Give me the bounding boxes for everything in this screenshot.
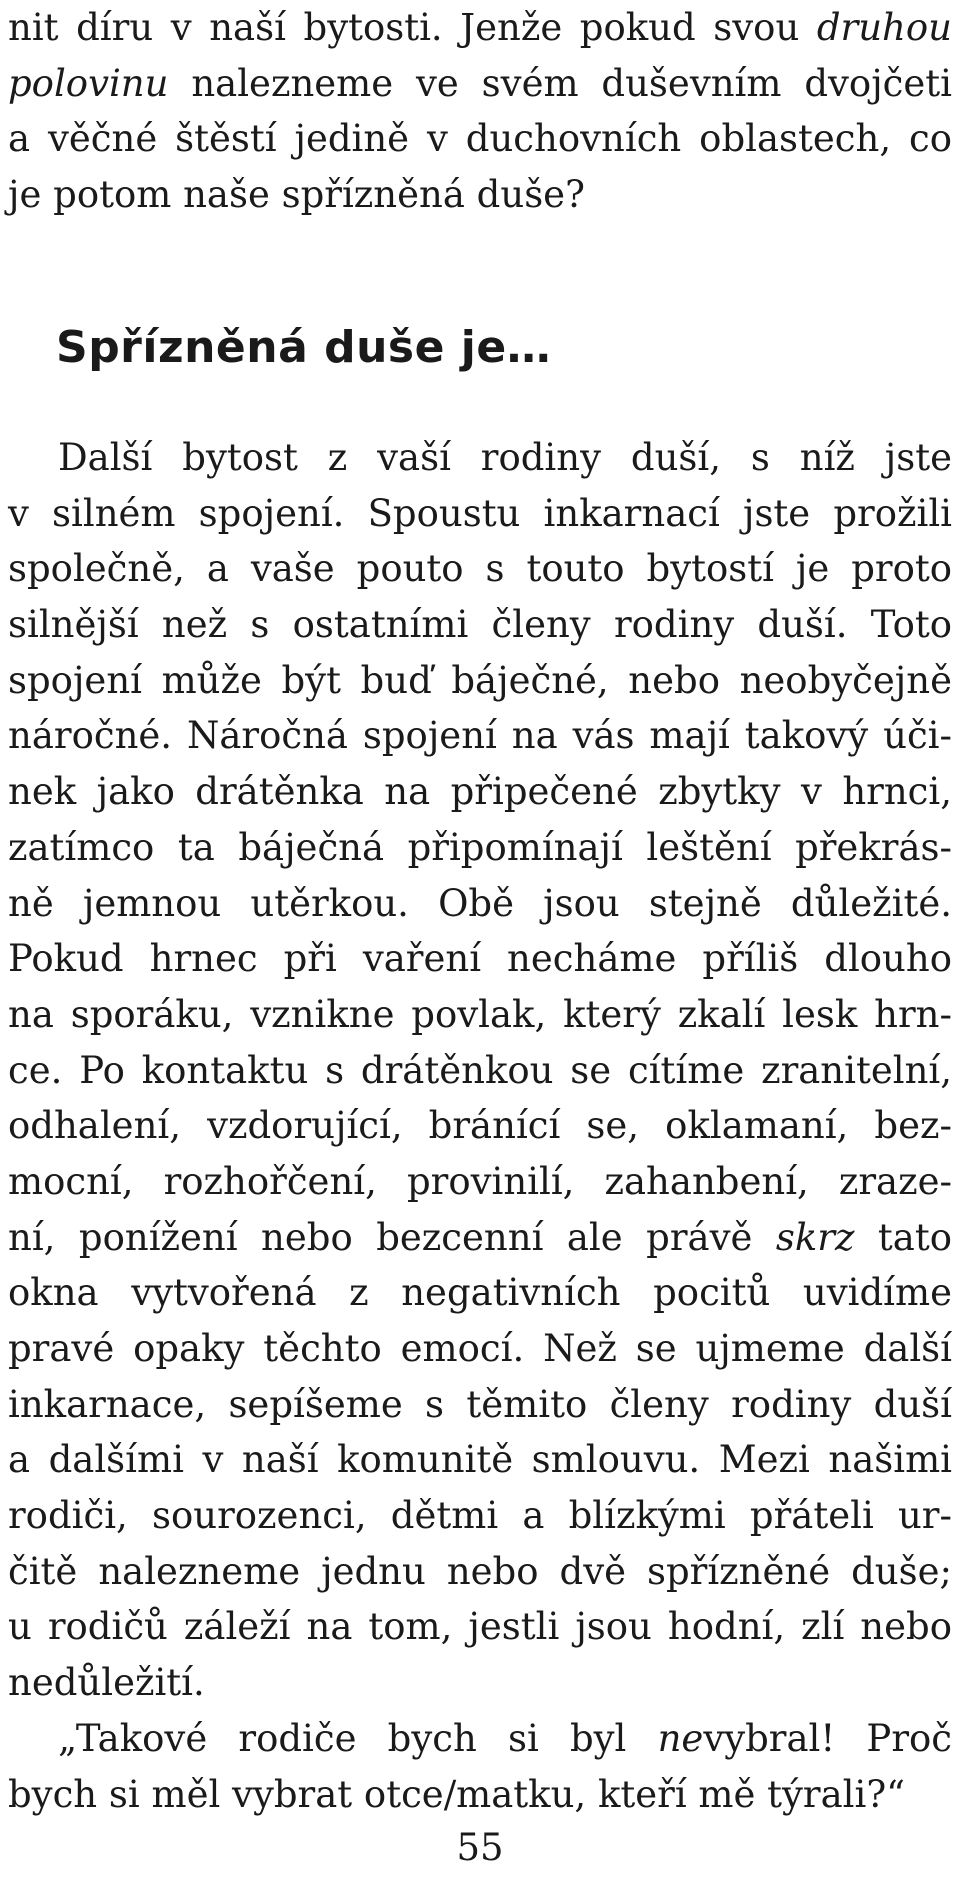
text-run: je potom naše spřízněná duše? <box>8 173 585 217</box>
text-run: rodiči, sourozenci, dětmi a blízkými přáteli ur- <box>8 1494 952 1538</box>
text-run: společně, a vaše pouto s touto bytostí je proto <box>8 547 952 591</box>
italic-text: polovinu <box>8 61 169 105</box>
text-run: nek jako drátěnka na připečené zbytky v hrnci, <box>8 770 952 814</box>
italic-text: ne <box>657 1716 704 1760</box>
text-line <box>8 931 952 987</box>
text-line <box>8 1265 952 1321</box>
text-line <box>8 987 952 1043</box>
text-line <box>8 708 952 764</box>
text-run: vybral! Proč <box>703 1716 953 1760</box>
text-run: pravé opaky těchto emocí. Než se ujmeme další <box>8 1327 952 1370</box>
text-run: ce. Po kontaktu s drátěnkou se cítíme zranitelní, <box>8 1048 952 1092</box>
text-line <box>8 876 952 932</box>
text-line <box>8 820 952 876</box>
text-run: ně jemnou utěrkou. Obě jsou stejně důležité. <box>8 881 952 925</box>
text-line <box>8 1321 952 1377</box>
text-run: a dalšími v naší komunitě smlouvu. Mezi našimi <box>8 1438 952 1482</box>
text-run: okna vytvořená z negativních pocitů uvidíme <box>8 1271 952 1315</box>
text-line <box>8 1432 952 1488</box>
text-run: mocní, rozhořčení, provinilí, zahanbení, zraze- <box>8 1159 952 1203</box>
text-run: inkarnace, sepíšeme s těmito členy rodiny duší <box>8 1382 952 1426</box>
text-line <box>8 653 952 709</box>
text-run: silnější než s ostatními členy rodiny duší. Toto <box>8 603 952 647</box>
text-line <box>8 1711 952 1767</box>
italic-text: druhou <box>816 6 952 49</box>
page-number: 55 <box>456 1826 504 1869</box>
text-run: nalezneme ve svém duševním dvojčeti <box>168 61 952 105</box>
text-line <box>8 167 952 223</box>
text-run: zatímco ta báječná připomínají leštění překrás- <box>8 825 952 869</box>
text-run: Pokud hrnec při vaření necháme příliš dlouho <box>8 937 952 981</box>
text-line <box>8 56 952 112</box>
text-line <box>8 541 952 597</box>
text-line <box>8 111 952 167</box>
text-line <box>8 1599 952 1655</box>
text-run: náročné. Náročná spojení na vás mají takový úči- <box>8 714 952 758</box>
text-line <box>8 1767 952 1823</box>
text-run: u rodičů záleží na tom, jestli jsou hodní, zlí nebo <box>8 1605 952 1649</box>
text-line <box>8 764 952 820</box>
text-line <box>8 1210 952 1266</box>
text-line <box>8 1098 952 1154</box>
text-line <box>8 486 952 542</box>
text-line <box>8 0 952 56</box>
body-paragraphs <box>8 430 952 1822</box>
section-heading: Spřízněná duše je… <box>56 322 552 373</box>
text-line <box>8 1655 952 1711</box>
text-run: čitě nalezneme jednu nebo dvě spřízněné duše; <box>8 1549 952 1593</box>
text-line <box>8 1154 952 1210</box>
text-run: nedůležití. <box>8 1661 205 1705</box>
text-run: tato <box>854 1215 953 1259</box>
text-run: Další bytost z vaší rodiny duší, s níž jste <box>58 436 952 479</box>
text-run: v silném spojení. Spoustu inkarnací jste prožili <box>8 491 952 535</box>
intro-paragraph <box>8 0 952 223</box>
text-line <box>8 1377 952 1433</box>
text-line <box>8 1043 952 1099</box>
text-run: a věčné štěstí jedině v duchovních oblastech, co <box>8 117 952 161</box>
text-line <box>8 430 952 486</box>
text-run: „Takové rodiče bych si byl <box>58 1716 658 1760</box>
text-line <box>8 597 952 653</box>
text-run: spojení může být buď báječné, nebo neobyčejně <box>8 658 952 702</box>
text-line <box>8 1544 952 1600</box>
text-run: ní, ponížení nebo bezcenní ale právě <box>8 1215 776 1259</box>
text-run: na sporáku, vznikne povlak, který zkalí lesk hrn- <box>8 992 952 1036</box>
italic-text: skrz <box>775 1215 855 1259</box>
text-run: odhalení, vzdorující, bránící se, oklamaní, bez- <box>8 1104 952 1148</box>
text-run: nit díru v naší bytosti. Jenže pokud svou <box>8 6 817 49</box>
text-run: bych si měl vybrat otce/matku, kteří mě týrali?“ <box>8 1772 906 1816</box>
text-line <box>8 1488 952 1544</box>
